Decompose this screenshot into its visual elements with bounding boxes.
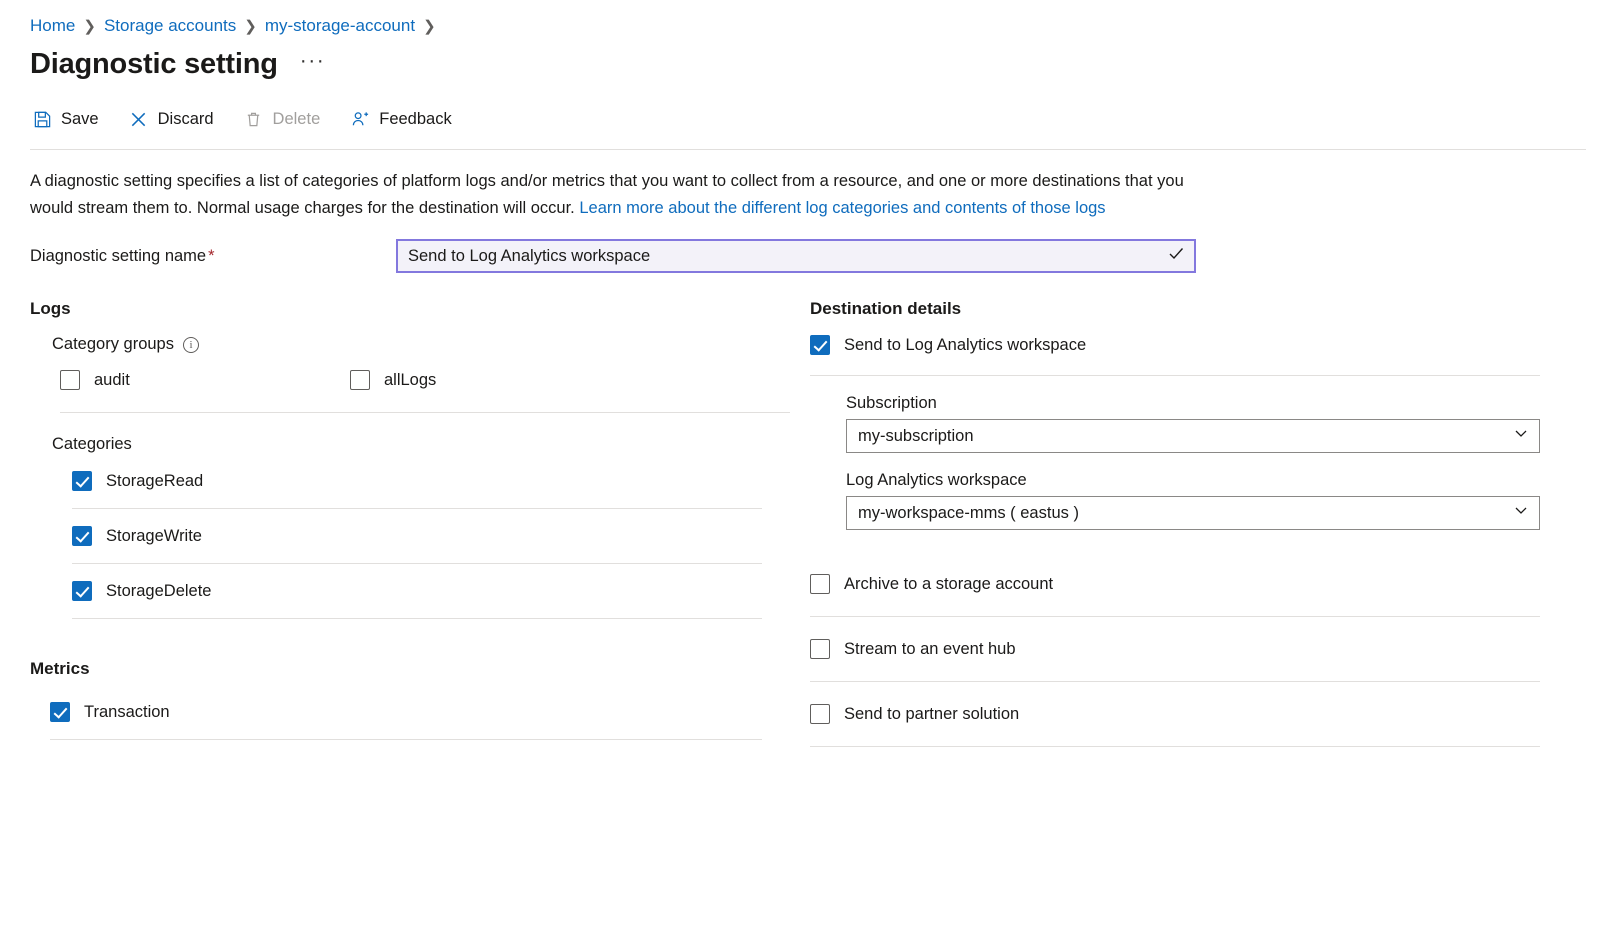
categories-block — [30, 435, 790, 619]
partner-solution-label: Send to partner solution — [844, 704, 1020, 723]
audit-label: audit — [94, 370, 130, 389]
log-analytics-block — [810, 335, 1540, 376]
diagnostic-setting-name-input[interactable] — [396, 239, 1196, 273]
audit-checkbox[interactable] — [60, 370, 80, 390]
subscription-field — [846, 394, 1540, 453]
diagnostic-setting-name-row — [30, 239, 1586, 273]
alllogs-checkbox[interactable] — [350, 370, 370, 390]
page-title: Diagnostic setting — [30, 48, 278, 80]
required-asterisk: * — [208, 246, 215, 265]
breadcrumb-separator-icon: ❯ — [423, 18, 436, 35]
event-hub-row — [810, 617, 1540, 682]
logs-column — [30, 299, 790, 747]
discard-button[interactable] — [127, 107, 216, 131]
metrics-heading: Metrics — [30, 659, 90, 679]
info-icon[interactable]: i — [183, 337, 199, 353]
send-to-log-analytics-checkbox[interactable] — [810, 335, 830, 355]
category-storageread[interactable] — [72, 471, 762, 491]
workspace-label: Log Analytics workspace — [846, 471, 1027, 490]
save-icon — [32, 109, 52, 129]
learn-more-link[interactable]: Learn more about the different log categories and contents of those logs — [579, 198, 1106, 217]
partner-solution-checkbox[interactable] — [810, 704, 830, 724]
settings-columns — [30, 299, 1586, 747]
title-row — [30, 48, 1586, 81]
category-groups-heading — [52, 335, 790, 354]
transaction-label: Transaction — [84, 702, 170, 721]
chevron-down-icon — [1513, 503, 1529, 524]
category-storagedelete[interactable] — [72, 581, 762, 601]
discard-label: Discard — [157, 109, 214, 128]
send-to-log-analytics-label: Send to Log Analytics workspace — [844, 335, 1087, 354]
discard-icon — [129, 109, 149, 129]
category-group-alllogs[interactable] — [350, 370, 640, 390]
breadcrumb-item-home[interactable]: Home — [30, 16, 76, 35]
archive-storage-checkbox[interactable] — [810, 574, 830, 594]
intro-description: A diagnostic setting specifies a list of categories of platform logs and/or metrics that you want to collect from a resource, and one or more destinations that you would stream them to. Normal usage charges for the destination will occur. — [30, 172, 1184, 217]
storageread-checkbox[interactable] — [72, 471, 92, 491]
subscription-select[interactable] — [846, 419, 1540, 453]
subscription-value: my-subscription — [858, 426, 974, 445]
more-options-button[interactable]: ··· — [299, 49, 326, 72]
name-label-text: Diagnostic setting name — [30, 246, 207, 265]
metric-row-transaction — [50, 685, 762, 740]
stream-to-event-hub[interactable] — [810, 639, 1540, 659]
delete-label: Delete — [272, 109, 321, 128]
feedback-icon — [350, 109, 370, 129]
send-to-log-analytics-row[interactable] — [810, 335, 1540, 355]
delete-icon — [244, 109, 264, 129]
feedback-button[interactable] — [348, 107, 453, 131]
category-row-storagewrite — [72, 509, 762, 564]
diagnostic-setting-name-label — [30, 247, 396, 266]
metrics-block — [30, 659, 790, 740]
workspace-value: my-workspace-mms ( eastus ) — [858, 503, 1079, 522]
alllogs-label: allLogs — [384, 370, 437, 389]
destination-details-heading: Destination details — [810, 299, 962, 319]
workspace-field — [846, 471, 1540, 530]
logs-heading: Logs — [30, 299, 71, 319]
categories-heading — [52, 435, 790, 454]
workspace-select[interactable] — [846, 496, 1540, 530]
diagnostic-setting-name-input-wrap — [396, 239, 1196, 273]
breadcrumb — [30, 0, 1586, 36]
category-row-storagedelete — [72, 564, 762, 619]
transaction-checkbox[interactable] — [50, 702, 70, 722]
chevron-down-icon — [1513, 426, 1529, 447]
save-button[interactable] — [30, 107, 101, 131]
breadcrumb-separator-icon: ❯ — [244, 18, 257, 35]
intro-text — [30, 168, 1190, 221]
command-bar — [30, 107, 1586, 150]
category-groups-grid — [60, 370, 790, 413]
metric-transaction[interactable] — [50, 702, 762, 722]
archive-to-storage-account[interactable] — [810, 574, 1540, 594]
category-row-storageread — [72, 454, 762, 509]
event-hub-checkbox[interactable] — [810, 639, 830, 659]
destination-column — [790, 299, 1550, 747]
storageread-label: StorageRead — [106, 471, 204, 490]
storagedelete-checkbox[interactable] — [72, 581, 92, 601]
event-hub-label: Stream to an event hub — [844, 639, 1016, 658]
breadcrumb-item-my-storage-account[interactable]: my-storage-account — [264, 16, 416, 35]
delete-button — [242, 107, 323, 131]
subscription-label: Subscription — [846, 394, 937, 413]
storagewrite-label: StorageWrite — [106, 526, 202, 545]
partner-solution-row — [810, 682, 1540, 747]
categories-label: Categories — [52, 435, 132, 454]
breadcrumb-separator-icon: ❯ — [83, 18, 96, 35]
category-storagewrite[interactable] — [72, 526, 762, 546]
feedback-label: Feedback — [379, 109, 452, 128]
breadcrumb-item-storage-accounts[interactable]: Storage accounts — [103, 16, 237, 35]
storagedelete-label: StorageDelete — [106, 581, 212, 600]
send-to-partner-solution[interactable] — [810, 704, 1540, 724]
archive-storage-row — [810, 552, 1540, 617]
storagewrite-checkbox[interactable] — [72, 526, 92, 546]
save-label: Save — [61, 109, 99, 128]
category-groups-label: Category groups — [52, 335, 174, 354]
archive-storage-label: Archive to a storage account — [844, 574, 1054, 593]
category-group-audit[interactable] — [60, 370, 350, 390]
